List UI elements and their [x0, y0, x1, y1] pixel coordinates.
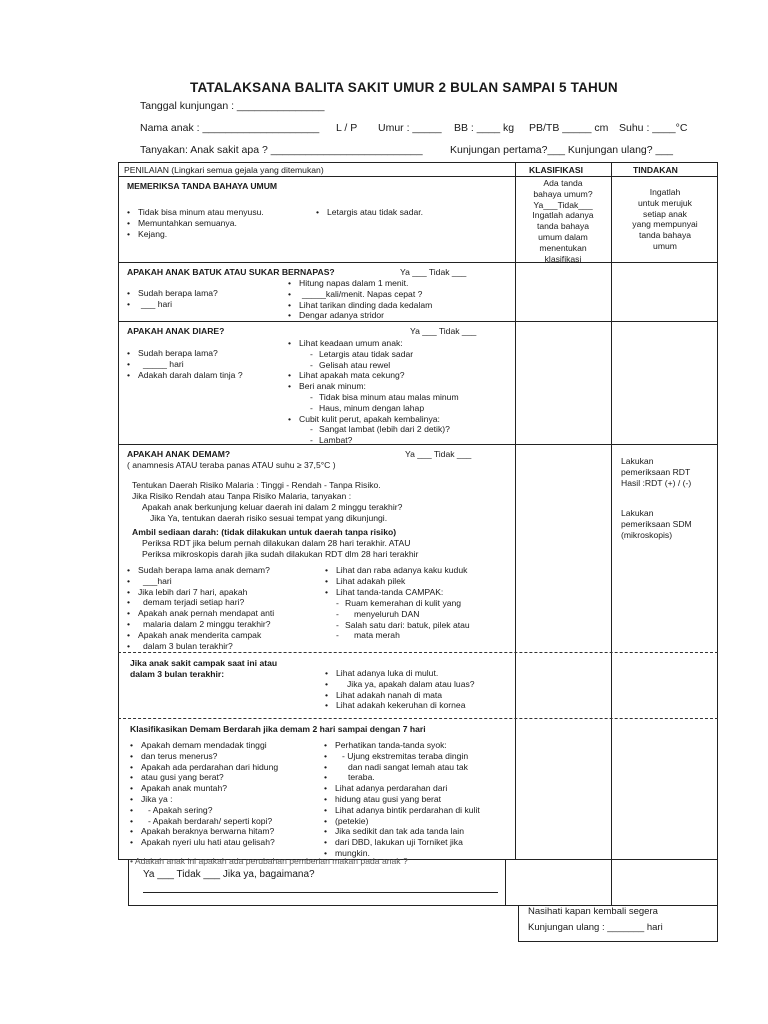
list-item: • Lihat apakah mata cekung? — [288, 370, 459, 381]
batuk-right-list — [288, 278, 432, 321]
list-item: - Tidak bisa minum atau malas minum — [310, 392, 459, 403]
demam-title: APAKAH ANAK DEMAM? — [127, 449, 231, 459]
list-item: • Apakah anak muntah? — [130, 783, 278, 794]
list-item: • Kejang. — [127, 229, 264, 240]
list-item: • Perhatikan tanda-tanda syok: — [324, 740, 480, 751]
list-item: • (petekie) — [324, 816, 480, 827]
list-item: • demam terjadi setiap hari? — [127, 597, 274, 608]
tanyakan-field: Tanyakan: Anak sakit apa ? __________________________ — [140, 144, 423, 156]
list-item: • dan nadi sangat lemah atau tak — [324, 762, 480, 773]
list-item: - Salah satu dari: batuk, pilek atau — [336, 620, 470, 631]
suhu-field: Suhu : ____°C — [619, 122, 688, 134]
makan-yatidak: Ya ___ Tidak ___ Jika ya, bagaimana? — [143, 869, 315, 880]
list-item: • Apakah anak pernah mendapat anti — [127, 608, 274, 619]
list-item: • Lihat tanda-tanda CAMPAK: — [325, 587, 467, 598]
tindakan-header: TINDAKAN — [633, 165, 678, 175]
klasifikasi-header: KLASIFIKASI — [529, 165, 583, 175]
demam-left-list — [127, 565, 274, 651]
batuk-title: APAKAH ANAK BATUK ATAU SUKAR BERNAPAS? — [127, 267, 335, 277]
list-item: • Dengar adanya stridor — [288, 310, 432, 321]
makan-box — [128, 860, 718, 906]
list-item: • Apakah anak menderita campak — [127, 630, 274, 641]
bahaya-tindakan: Ingatlah untuk merujuk setiap anak yang mempunyai tanda bahaya umum — [632, 187, 698, 251]
list-item: • Sudah berapa lama? — [127, 348, 243, 359]
list-item: • Memuntahkan semuanya. — [127, 218, 264, 229]
demam-risiko-3: Apakah anak berkunjung keluar daerah ini dalam 2 minggu terakhir? — [142, 502, 403, 512]
list-item: • Letargis atau tidak sadar. — [316, 207, 423, 218]
list-item: • atau gusi yang berat? — [130, 772, 278, 783]
list-item: • Beri anak minum: — [288, 381, 459, 392]
demam-yatidak: Ya ___ Tidak ___ — [405, 449, 472, 459]
list-item: • Lihat adakah nanah di mata — [325, 690, 475, 701]
bahaya-klasifikasi: Ada tanda bahaya umum? Ya___Tidak___ Ingatlah adanya tanda bahaya umum dalam menentukan klasifikasi — [532, 178, 594, 264]
list-item: • _____ hari — [127, 359, 243, 370]
list-item: • Lihat dan raba adanya kaku kuduk — [325, 565, 467, 576]
list-item: • Jika sedikit dan tak ada tanda lain — [324, 826, 480, 837]
list-item: • Lihat keadaan umum anak: — [288, 338, 459, 349]
list-item: • Apakah beraknya berwarna hitam? — [130, 826, 278, 837]
list-item: - mata merah — [336, 630, 470, 641]
bahaya-right-list — [316, 207, 423, 218]
list-item: - Letargis atau tidak sadar — [310, 349, 459, 360]
list-item: • malaria dalam 2 minggu terakhir? — [127, 619, 274, 630]
diare-yatidak: Ya ___ Tidak ___ — [410, 326, 477, 336]
list-item: • Jika ya, apakah dalam atau luas? — [325, 679, 475, 690]
bahaya-left-list — [127, 207, 264, 239]
list-item: - menyeluruh DAN — [336, 609, 470, 620]
nasihat-label: Nasihati kapan kembali segera — [528, 906, 658, 917]
demam-risiko-4: Jika Ya, tentukan daerah risiko sesuai tempat yang dikunjungi. — [150, 513, 388, 523]
list-item: - Lambat? — [310, 435, 459, 446]
list-item: • mungkin. — [324, 848, 480, 859]
demam-sediaan-3: Periksa mikroskopis darah jika sudah dilakukan RDT dlm 28 hari terakhir — [142, 549, 419, 559]
umur-field: Umur : _____ — [378, 122, 442, 134]
makan-question: • Adakah anak ini apakah ada perubahan pemberian makan pada anak ? — [130, 856, 408, 866]
list-item: • dari DBD, lakukan uji Torniket jika — [324, 837, 480, 848]
list-item: - Haus, minum dengan lahap — [310, 403, 459, 414]
list-item: • ___ hari — [127, 299, 218, 310]
lp-field: L / P — [336, 122, 358, 134]
penilaian-note: (Lingkari semua gejala yang ditemukan) — [171, 165, 324, 175]
list-item: • - Apakah sering? — [130, 805, 278, 816]
campak-title: Jika anak sakit campak saat ini atau dalam 3 bulan terakhir: — [130, 658, 278, 679]
kunjungan-ulang-label: Kunjungan ulang : _______ hari — [528, 922, 663, 933]
bb-field: BB : ____ kg — [454, 122, 515, 134]
demam-sediaan-1: Ambil sediaan darah: (tidak dilakukan untuk daerah tanpa risiko) — [132, 527, 397, 537]
list-item: - Ruam kemerahan di kulit yang — [336, 598, 470, 609]
list-item: • Lihat adakah pilek — [325, 576, 467, 587]
list-item: • Lihat adanya perdarahan dari — [324, 783, 480, 794]
list-item: • - Apakah berdarah/ seperti kopi? — [130, 816, 278, 827]
list-item: • Tidak bisa minum atau menyusu. — [127, 207, 264, 218]
tanggal-field: Tanggal kunjungan : _______________ — [140, 100, 325, 112]
page-title: TATALAKSANA BALITA SAKIT UMUR 2 BULAN SAMPAI 5 TAHUN — [190, 80, 618, 95]
list-item: • Jika ya : — [130, 794, 278, 805]
campak-right-list — [325, 668, 475, 711]
penilaian-header: PENILAIAN (Lingkari semua gejala yang ditemukan) — [124, 165, 324, 175]
demam-risiko-2: Jika Risiko Rendah atau Tanpa Risiko Malaria, tanyakan : — [132, 491, 352, 501]
list-item: • Sudah berapa lama? — [127, 288, 218, 299]
demam-right-list — [325, 565, 467, 597]
demam-anamnesis: ( anamnesis ATAU teraba panas ATAU suhu ≥ 37,5°C ) — [127, 460, 336, 470]
list-item: • Lihat adakah kekeruhan di kornea — [325, 700, 475, 711]
demam-sediaan-2: Periksa RDT jika belum pernah dilakukan dalam 28 hari terakhir. ATAU — [142, 538, 411, 548]
batuk-yatidak: Ya ___ Tidak ___ — [400, 267, 467, 277]
list-item: • - Ujung ekstremitas teraba dingin — [324, 751, 480, 762]
demam-risiko-1: Tentukan Daerah Risiko Malaria : Tinggi - Rendah - Tanpa Risiko. — [132, 480, 381, 490]
batuk-left-list — [127, 288, 218, 310]
dbd-title: Klasifikasikan Demam Berdarah jika demam 2 hari sampai dengan 7 hari — [130, 724, 426, 734]
list-item: • teraba. — [324, 772, 480, 783]
list-item: - Sangat lambat (lebih dari 2 detik)? — [310, 424, 459, 435]
dbd-left-list — [130, 740, 278, 848]
nama-field: Nama anak : ____________________ — [140, 122, 320, 134]
list-item: • _____kali/menit. Napas cepat ? — [288, 289, 432, 300]
bahaya-title: MEMERIKSA TANDA BAHAYA UMUM — [127, 181, 278, 191]
list-item: • dan terus menerus? — [130, 751, 278, 762]
list-item: • Lihat adanya luka di mulut. — [325, 668, 475, 679]
diare-title: APAKAH ANAK DIARE? — [127, 326, 225, 336]
dbd-right-list — [324, 740, 480, 859]
demam-right-sublist — [336, 598, 470, 641]
list-item: - Gelisah atau rewel — [310, 360, 459, 371]
list-item: • Lihat tarikan dinding dada kedalam — [288, 300, 432, 311]
list-item: • Jika lebih dari 7 hari, apakah — [127, 587, 274, 598]
diare-right-block — [288, 338, 459, 446]
list-item: • Lihat adanya bintik perdarahan di kulit — [324, 805, 480, 816]
list-item: • Adakah darah dalam tinja ? — [127, 370, 243, 381]
diare-left-list — [127, 348, 243, 380]
list-item: • Apakah demam mendadak tinggi — [130, 740, 278, 751]
pbtb-field: PB/TB _____ cm — [529, 122, 609, 134]
demam-tindakan-sdm: Lakukan pemeriksaan SDM (mikroskopis) — [621, 508, 692, 540]
list-item: • dalam 3 bulan terakhir? — [127, 641, 274, 652]
kunjungan-field: Kunjungan pertama?___ Kunjungan ulang? ___ — [450, 144, 674, 156]
list-item: • hidung atau gusi yang berat — [324, 794, 480, 805]
list-item: • Apakah ada perdarahan dari hidung — [130, 762, 278, 773]
list-item: • Apakah nyeri ulu hati atau gelisah? — [130, 837, 278, 848]
list-item: • Hitung napas dalam 1 menit. — [288, 278, 432, 289]
demam-tindakan-rdt: Lakukan pemeriksaan RDT Hasil :RDT (+) / (-) — [621, 456, 692, 488]
list-item: • Sudah berapa lama anak demam? — [127, 565, 274, 576]
list-item: • Cubit kulit perut, apakah kembalinya: — [288, 414, 459, 425]
list-item: • ___hari — [127, 576, 274, 587]
